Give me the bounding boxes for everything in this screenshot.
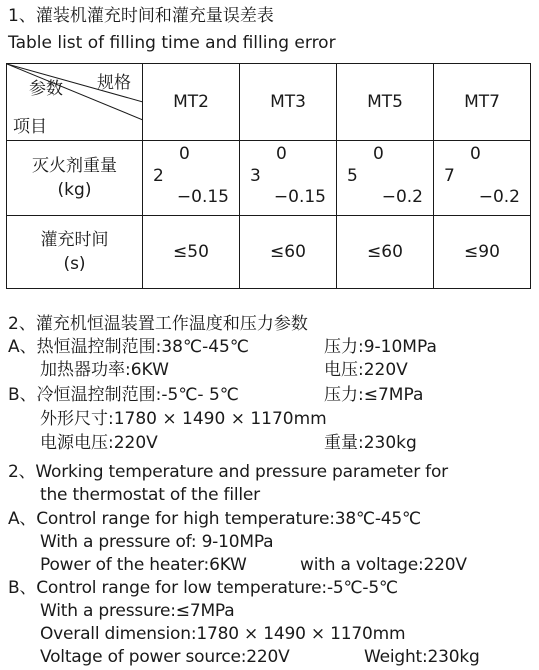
header-param: 参数 bbox=[29, 79, 63, 99]
section2-cn-b-line3-right: 重量:230kg bbox=[324, 433, 417, 453]
model-header-mt3: MT3 bbox=[240, 64, 337, 141]
section2-cn-b-line1: B、冷恒温控制范围:-5℃- 5℃ bbox=[8, 385, 239, 405]
section2-cn-a-line1: A、热恒温控制范围:38℃-45℃ bbox=[8, 337, 249, 357]
row-label-time bbox=[7, 216, 143, 289]
row-label-weight-unit: (kg) bbox=[57, 180, 92, 200]
header-spec: 规格 bbox=[97, 73, 131, 93]
section2-en-title-line1: 2、Working temperature and pressure parameter for bbox=[8, 462, 448, 482]
section2-en-a-line1: A、Control range for high temperature:38℃-45℃ bbox=[8, 509, 421, 529]
weight-cell-mt7 bbox=[434, 141, 531, 216]
time-cell-mt5: ≤60 bbox=[337, 216, 434, 289]
row-label-time-cn: 灌充时间 bbox=[40, 230, 109, 250]
section2-cn-b-line1-right: 压力:≤7MPa bbox=[324, 385, 424, 405]
tolerance-lower: −0.2 bbox=[381, 187, 423, 207]
weight-cell-mt5 bbox=[337, 141, 434, 216]
weight-value: 2 bbox=[153, 166, 164, 186]
section2-cn-a-line2: 加热器功率:6KW bbox=[40, 360, 169, 380]
section2-en-b-line3: Overall dimension:1780 × 1490 × 1170mm bbox=[40, 624, 406, 644]
section2-cn-a-line1-right: 压力:9-10MPa bbox=[324, 337, 437, 357]
tolerance-lower: −0.2 bbox=[478, 187, 520, 207]
row-label-time-unit: (s) bbox=[63, 254, 86, 274]
model-header-mt5: MT5 bbox=[337, 64, 434, 141]
weight-cell-mt3 bbox=[240, 141, 337, 216]
time-cell-mt2: ≤50 bbox=[143, 216, 240, 289]
section2-en-a-line3-right: with a voltage:220V bbox=[300, 555, 467, 575]
table-row-time bbox=[7, 216, 531, 289]
row-label-weight bbox=[7, 141, 143, 216]
weight-value: 3 bbox=[250, 166, 261, 186]
weight-value: 5 bbox=[347, 166, 358, 186]
tolerance-upper: 0 bbox=[179, 144, 190, 164]
section2-en-b-line2: With a pressure:≤7MPa bbox=[40, 601, 235, 621]
time-cell-mt3: ≤60 bbox=[240, 216, 337, 289]
tolerance-lower: −0.15 bbox=[273, 187, 326, 207]
tolerance-lower: −0.15 bbox=[176, 187, 229, 207]
section1-title-en: Table list of filling time and filling error bbox=[8, 33, 336, 53]
section1-title-cn: 1、灌装机灌充时间和灌充量误差表 bbox=[8, 6, 274, 26]
row-label-weight-cn: 灭火剂重量 bbox=[32, 156, 117, 176]
section2-en-b-line4: Voltage of power source:220V bbox=[40, 647, 290, 667]
model-header-mt2: MT2 bbox=[143, 64, 240, 141]
weight-cell-mt2 bbox=[143, 141, 240, 216]
section2-cn-title: 2、灌充机恒温装置工作温度和压力参数 bbox=[8, 314, 308, 334]
section2-en-a-line2: With a pressure of: 9-10MPa bbox=[40, 532, 274, 552]
header-item: 项目 bbox=[13, 117, 47, 137]
diagonal-header-cell bbox=[7, 64, 143, 141]
section2-en-title-line2: the thermostat of the filler bbox=[40, 485, 260, 505]
time-cell-mt7: ≤90 bbox=[434, 216, 531, 289]
section2-en-a-line3: Power of the heater:6KW bbox=[40, 555, 247, 575]
section2-cn-b-line3: 电源电压:220V bbox=[40, 433, 158, 453]
tolerance-upper: 0 bbox=[470, 144, 481, 164]
filling-table bbox=[6, 63, 531, 289]
table-row-weight bbox=[7, 141, 531, 216]
section2-cn-b-line2: 外形尺寸:1780 × 1490 × 1170mm bbox=[40, 409, 327, 429]
tolerance-upper: 0 bbox=[373, 144, 384, 164]
model-header-mt7: MT7 bbox=[434, 64, 531, 141]
weight-value: 7 bbox=[444, 166, 455, 186]
table-header-row bbox=[7, 64, 531, 141]
tolerance-upper: 0 bbox=[276, 144, 287, 164]
section2-en-b-line4-right: Weight:230kg bbox=[364, 647, 480, 667]
section2-en-b-line1: B、Control range for low temperature:-5℃-5℃ bbox=[8, 578, 398, 598]
section2-cn-a-line2-right: 电压:220V bbox=[324, 360, 408, 380]
